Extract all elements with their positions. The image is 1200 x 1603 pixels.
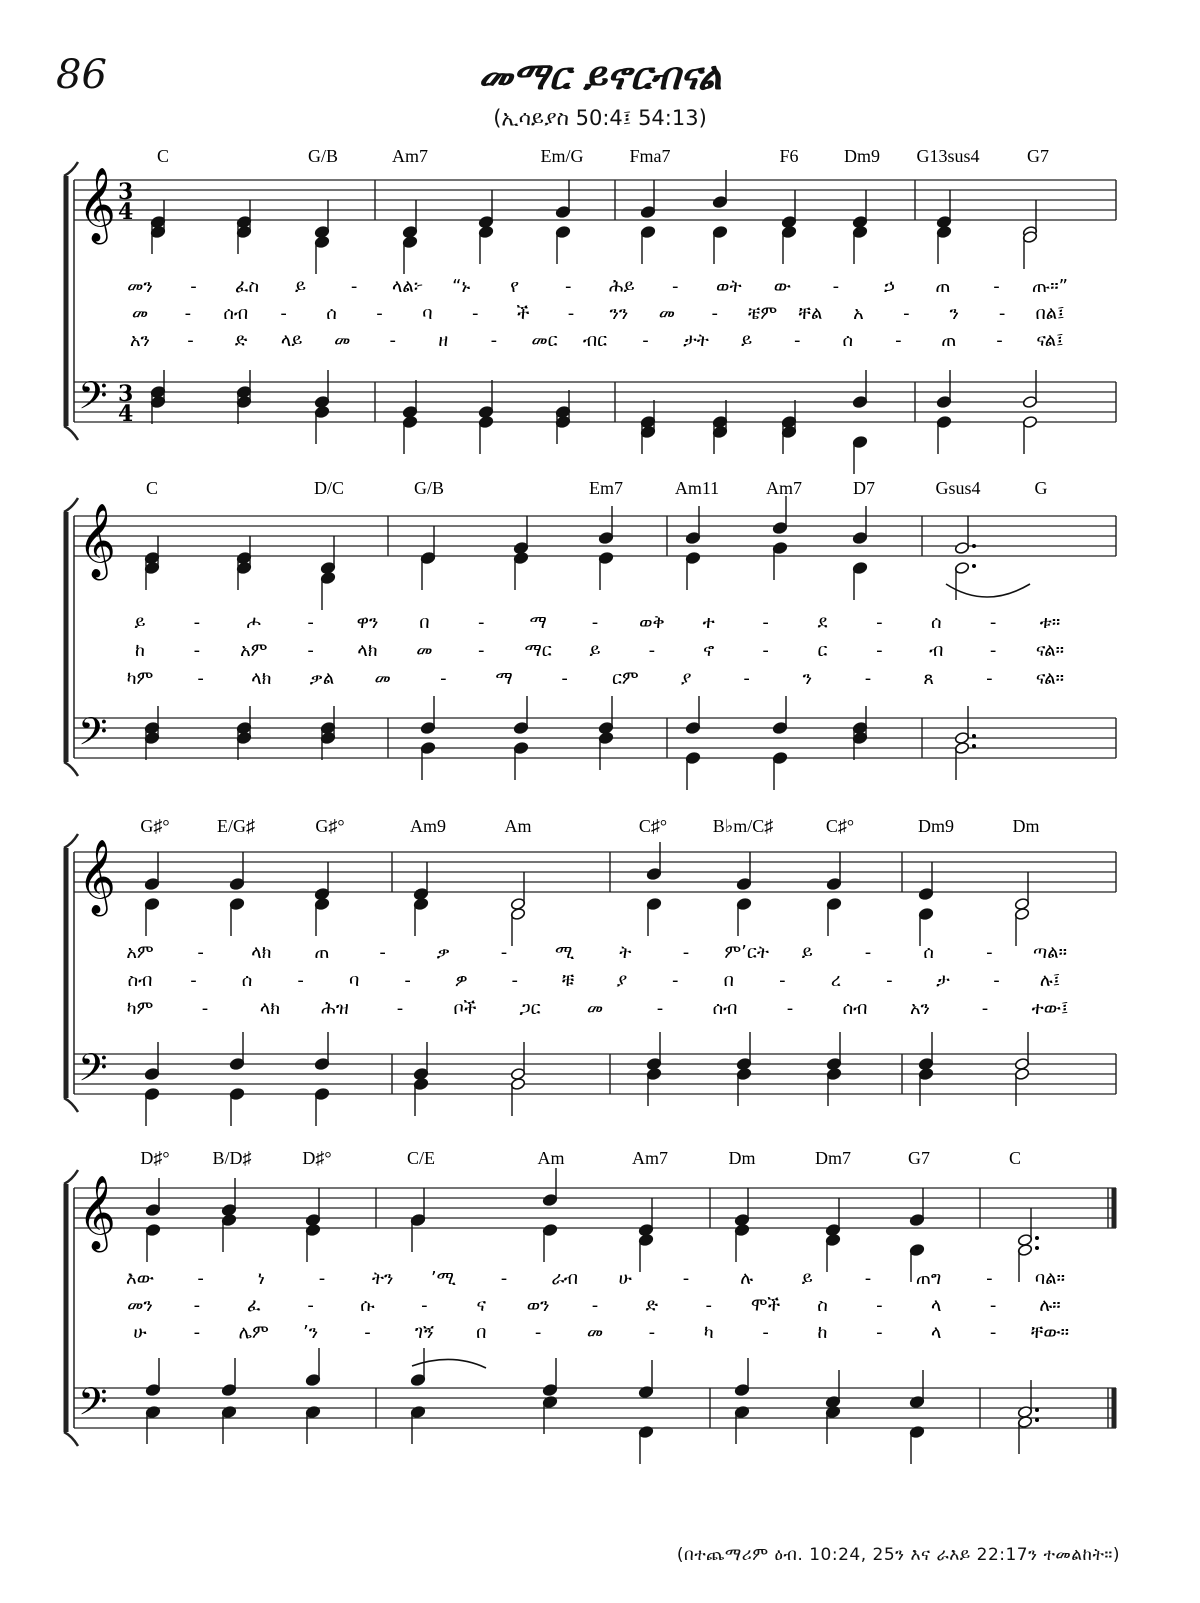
chord-symbol: G7 [908, 1148, 930, 1168]
augmentation-dot [972, 734, 976, 738]
chord-symbol: F6 [779, 146, 799, 166]
lyric-syllable: ባ [348, 970, 360, 991]
augmentation-dot [1035, 1246, 1039, 1250]
bracket-top [64, 1170, 78, 1184]
lyric-syllable: ታት [683, 330, 709, 351]
lyric-syllable: - [989, 1322, 997, 1343]
chord-symbol: Dm9 [844, 146, 880, 166]
lyric-syllable: ሁ [133, 1322, 147, 1343]
lyric-syllable: ና [476, 1295, 487, 1316]
lyric-syllable: ን [802, 668, 813, 689]
bass-clef-icon: 𝄢 [78, 1045, 108, 1099]
lyric-syllable: በ [476, 1322, 487, 1343]
bracket-bottom [64, 762, 78, 776]
lyric-syllable: ነ [257, 1268, 265, 1289]
lyric-syllable: - [779, 970, 786, 991]
lyric-syllable: ጣል። [1032, 942, 1068, 963]
augmentation-dot [1035, 1236, 1039, 1240]
lyric-syllable: - [682, 1268, 690, 1289]
lyric-syllable: ደ [817, 612, 828, 633]
lyric-syllable: - [567, 303, 575, 324]
lyric-syllable: - [986, 1268, 993, 1289]
lyric-syllable: - [864, 1268, 872, 1289]
song-title: መማር ይኖርብናል [478, 54, 722, 98]
lyric-syllable: - [197, 942, 204, 963]
lyric-syllable: ማ [529, 612, 547, 633]
augmentation-dot [972, 744, 976, 748]
chord-symbol: Am11 [674, 478, 720, 498]
lyric-syllable: ወቅ [639, 612, 665, 633]
lyric-syllable: - [478, 612, 485, 633]
lyric-syllable: - [832, 276, 840, 297]
lyric-syllable: ከ [817, 1322, 828, 1343]
time-signature-top: 3 [118, 179, 134, 205]
lyric-syllable: - [197, 668, 204, 689]
chord-symbol: G [1034, 478, 1048, 498]
chord-symbol: E/G♯ [217, 816, 255, 836]
lyric-syllable: ላክ [357, 640, 378, 661]
chord-symbol: Am7 [632, 1148, 668, 1168]
lyric-syllable: - [404, 970, 411, 991]
lyric-syllable: - [762, 1322, 769, 1343]
lyric-syllable: - [786, 998, 794, 1019]
bass-clef-icon: 𝄢 [78, 373, 108, 427]
lyric-syllable: ፈ [246, 1295, 261, 1316]
lyric-syllable: ቃል [309, 668, 335, 689]
lyric-syllable: ጋር [519, 998, 541, 1019]
time-signature-bottom: 4 [118, 401, 134, 427]
chord-symbol: Dm7 [815, 1148, 851, 1168]
lyric-syllable: ናል፤ [1036, 330, 1064, 351]
lyric-syllable: - [993, 276, 1000, 297]
chord-symbol: Am [537, 1148, 565, 1168]
lyric-syllable: መ [374, 668, 391, 689]
lyric-syllable: - [421, 1295, 428, 1316]
lyric-syllable: - [895, 330, 902, 351]
lyric-syllable: - [656, 998, 664, 1019]
lyric-syllable: - [996, 330, 1003, 351]
treble-clef-icon: 𝄞 [78, 840, 116, 914]
lyric-syllable: - [193, 640, 201, 661]
lyric-syllable: መ [586, 1322, 604, 1343]
lyric-syllable: ሰ [326, 303, 337, 324]
lyric-syllable: ካም [126, 998, 154, 1019]
time-signature-bottom: 4 [118, 199, 134, 225]
chord-symbol: Am7 [766, 478, 802, 498]
footnote: (በተጨማሪም ዕብ. 10:24, 25ን እና ራእይ 22:17ን ተመልከት።) [676, 1545, 1120, 1565]
lyric-syllable: - [280, 303, 287, 324]
lyric-syllable: ን [949, 303, 959, 324]
lyric-syllable: ጠ [941, 330, 957, 351]
bracket-bottom [64, 1098, 78, 1112]
lyric-syllable: - [561, 668, 568, 689]
lyric-syllable: ርም [611, 668, 639, 689]
lyric-syllable: - [564, 276, 572, 297]
lyric-syllable: መ [658, 303, 675, 324]
lyric-syllable: - [190, 970, 197, 991]
lyric-syllable: - [376, 303, 383, 324]
lyric-syllable: ብር [582, 330, 608, 351]
lyric-syllable: - [187, 330, 194, 351]
lyric-syllable: - [648, 1322, 656, 1343]
chord-symbol: D♯° [302, 1148, 332, 1168]
chord-symbol: C♯° [825, 816, 855, 836]
lyric-syllable: ሞች [751, 1295, 781, 1316]
lyric-syllable: ቱ። [1039, 612, 1061, 633]
bracket-bottom [64, 426, 78, 440]
lyric-syllable: ላል፦ [391, 276, 424, 297]
lyric-syllable: ታ [936, 970, 950, 991]
lyric-syllable: ቸው። [1030, 1322, 1070, 1343]
chord-symbol: Em/G [540, 146, 584, 166]
lyric-syllable: ራብ [551, 1268, 579, 1289]
augmentation-dot [972, 564, 976, 568]
chord-symbol: Em7 [589, 478, 623, 498]
lyric-syllable: - [793, 330, 801, 351]
lyric-syllable: መን [127, 276, 153, 297]
lyric-syllable: - [886, 970, 893, 991]
lyric-syllable: ንን [609, 303, 629, 324]
lyric-syllable: ሰ [923, 942, 934, 963]
chord-symbol: G/B [413, 478, 445, 498]
lyric-syllable: - [197, 1268, 204, 1289]
bass-clef-icon: 𝄢 [78, 1379, 108, 1433]
lyric-syllable: በ [723, 970, 734, 991]
chord-symbol: D7 [853, 478, 875, 498]
time-signature-top: 3 [118, 381, 134, 407]
lyric-syllable: ዋን [356, 612, 379, 633]
augmentation-dot [1035, 1408, 1039, 1412]
lyric-syllable: ብ [929, 640, 944, 661]
chord-symbol: G13sus4 [916, 146, 980, 166]
lyric-syllable: - [389, 330, 397, 351]
lyric-syllable: ሌም [238, 1322, 269, 1343]
chord-symbol: Gsus4 [935, 478, 981, 498]
lyric-syllable: ናል። [1035, 668, 1065, 689]
lyric-syllable: ሁ [618, 1268, 632, 1289]
lyric-syllable: ይ [134, 612, 146, 633]
lyric-syllable: ካም [126, 668, 154, 689]
lyric-syllable: - [490, 330, 498, 351]
lyric-syllable: ያ [680, 668, 692, 689]
lyric-syllable: - [989, 1295, 997, 1316]
tie [946, 584, 1030, 597]
lyric-syllable: - [500, 1268, 508, 1289]
lyric-syllable: - [876, 612, 883, 633]
lyric-syllable: - [864, 668, 872, 689]
lyric-syllable: - [981, 998, 989, 1019]
chord-symbol: Dm [1012, 816, 1040, 836]
lyric-syllable: ሉ። [1039, 1295, 1061, 1316]
lyric-syllable: - [591, 1295, 599, 1316]
lyric-syllable: - [743, 668, 750, 689]
lyric-syllable: መ [416, 640, 433, 661]
lyric-syllable: ይ [801, 942, 813, 963]
lyric-syllable: ቹ [562, 970, 575, 991]
bass-clef-icon: 𝄢 [78, 709, 108, 763]
lyric-syllable: ተ [702, 612, 715, 633]
lyric-syllable: በል፤ [1035, 303, 1065, 324]
lyric-syllable: ኃ [883, 276, 895, 297]
lyric-syllable: - [672, 276, 679, 297]
lyric-syllable: - [297, 970, 304, 991]
lyric-syllable: ሉ [740, 1268, 754, 1289]
slur [412, 1359, 486, 1368]
lyric-syllable: አን [130, 330, 150, 351]
lyric-syllable: ች [516, 303, 530, 324]
lyric-syllable: ይ [589, 640, 601, 661]
lyric-syllable: - [193, 1295, 201, 1316]
lyric-syllable: አም [126, 942, 154, 963]
lyric-syllable: በ [419, 612, 430, 633]
chord-symbol: D♯° [140, 1148, 170, 1168]
chord-symbol: B♭m/C♯ [712, 816, 774, 836]
lyric-syllable: ይ [741, 330, 753, 351]
lyric-syllable: ማር [524, 640, 552, 661]
lyric-syllable: - [511, 970, 518, 991]
lyric-syllable: ት [619, 942, 632, 963]
lyric-syllable: ከ [135, 640, 145, 661]
lyric-syllable: መር [531, 330, 558, 351]
lyric-syllable: - [876, 1295, 883, 1316]
lyric-syllable: መ [131, 303, 149, 324]
lyric-syllable: - [364, 1322, 371, 1343]
lyric-syllable: ሚ [555, 942, 575, 963]
lyric-syllable: ሰ [842, 330, 854, 351]
lyric-syllable: - [478, 640, 485, 661]
chord-symbol: Dm9 [918, 816, 954, 836]
lyric-syllable: ፈስ [235, 276, 260, 297]
bracket-top [64, 498, 78, 512]
lyric-syllable: ሕይ [608, 276, 635, 297]
lyric-syllable: ላክ [259, 998, 281, 1019]
chord-symbol: B/D♯ [212, 1148, 252, 1168]
lyric-syllable: - [190, 276, 197, 297]
lyric-syllable: ላክ [251, 942, 272, 963]
lyric-syllable: - [307, 1295, 314, 1316]
lyric-syllable: ይ [295, 276, 307, 297]
lyric-syllable: - [903, 303, 910, 324]
chord-symbol: C [156, 146, 170, 166]
chord-symbol: C♯° [638, 816, 668, 836]
lyric-syllable: ባ [422, 303, 433, 324]
lyric-syllable: ድ [645, 1295, 659, 1316]
lyric-syllable: - [642, 330, 649, 351]
lyric-syllable: ባል። [1034, 1268, 1066, 1289]
bracket-top [64, 834, 78, 848]
lyric-syllable: - [396, 998, 404, 1019]
lyric-syllable: - [989, 612, 997, 633]
lyric-syllable: ሰ [241, 970, 253, 991]
lyric-syllable: ጠ [935, 276, 951, 297]
treble-clef-icon: 𝄞 [78, 504, 116, 578]
lyric-syllable: ር [817, 640, 828, 661]
lyric-syllable: ቸል [798, 303, 823, 324]
lyric-syllable: - [500, 942, 508, 963]
lyric-syllable: - [379, 942, 386, 963]
lyric-syllable: - [318, 1268, 326, 1289]
lyric-syllable: - [591, 612, 599, 633]
lyric-syllable: - [705, 1295, 712, 1316]
lyric-syllable: ረ [830, 970, 841, 991]
chord-symbol: Am [504, 816, 532, 836]
lyric-syllable: ላ [931, 1322, 942, 1343]
lyric-syllable: መን [127, 1295, 153, 1316]
lyric-syllable: - [711, 303, 718, 324]
lyric-syllable: አ [853, 303, 864, 324]
chord-symbol: G♯° [140, 816, 170, 836]
lyric-syllable: - [762, 612, 769, 633]
treble-clef-icon: 𝄞 [78, 1176, 116, 1250]
lyric-syllable: ሰ [930, 612, 942, 633]
lyric-syllable: - [672, 970, 679, 991]
lyric-syllable: ቼም [748, 303, 778, 324]
lyric-syllable: ስብ [127, 970, 153, 991]
lyric-syllable: አን [910, 998, 930, 1019]
chord-symbol: G♯° [315, 816, 345, 836]
lyric-syllable: - [648, 640, 656, 661]
lyric-syllable: - [350, 276, 358, 297]
lyric-syllable: - [876, 1322, 883, 1343]
lyric-syllable: መ [586, 998, 604, 1019]
chord-symbol: G7 [1027, 146, 1049, 166]
lyric-syllable: - [201, 998, 209, 1019]
bracket-bottom [64, 1432, 78, 1446]
lyric-syllable: ’ሚ [430, 1268, 456, 1289]
lyric-syllable: መ [334, 330, 351, 351]
lyric-syllable: - [986, 668, 993, 689]
lyric-syllable: - [682, 942, 690, 963]
lyric-syllable: - [534, 1322, 542, 1343]
lyric-syllable: “ኑ [452, 276, 471, 297]
lyric-syllable: - [307, 640, 314, 661]
chord-symbol: Fma7 [629, 146, 671, 166]
lyric-syllable: ማ [495, 668, 513, 689]
scripture-reference: (ኢሳይያስ 50:4፤ 54:13) [493, 106, 707, 130]
lyric-syllable: ሰብ [712, 998, 738, 1019]
chord-symbol: D/C [313, 478, 345, 498]
lyric-syllable: ድ [234, 330, 248, 351]
lyric-syllable: ይ [801, 1268, 813, 1289]
lyric-syllable: ስ [817, 1295, 828, 1316]
lyric-syllable: - [876, 640, 883, 661]
lyric-syllable: ’ን [303, 1322, 319, 1343]
lyric-syllable: - [472, 303, 479, 324]
page-number: 86 [56, 52, 107, 98]
chord-symbol: Am7 [392, 146, 428, 166]
lyric-syllable: ዎ [454, 970, 468, 991]
lyric-syllable: ሱ [360, 1295, 375, 1316]
lyric-syllable: ሰብ [842, 998, 868, 1019]
lyric-syllable: ሉ፤ [1039, 970, 1061, 991]
lyric-syllable: - [762, 640, 769, 661]
chord-symbol: G/B [307, 146, 339, 166]
lyric-syllable: - [864, 942, 872, 963]
lyric-syllable: - [989, 640, 997, 661]
lyric-syllable: ቃ [436, 942, 450, 963]
lyric-syllable: - [993, 970, 1000, 991]
lyric-syllable: ገኝ [414, 1322, 434, 1343]
lyric-syllable: ው [773, 276, 791, 297]
lyric-syllable: ኖ [703, 640, 715, 661]
lyric-syllable: ላ [931, 1295, 942, 1316]
bracket-top [64, 162, 78, 176]
lyric-syllable: ሰብ [223, 303, 249, 324]
lyric-syllable: - [986, 942, 993, 963]
lyric-syllable: - [193, 612, 201, 633]
lyric-syllable: - [998, 303, 1006, 324]
lyric-syllable: ጸ [923, 668, 934, 689]
lyric-syllable: ላይ [280, 330, 303, 351]
lyric-syllable: እው [126, 1268, 154, 1289]
lyric-syllable: - [440, 668, 447, 689]
lyric-syllable: ያ [616, 970, 628, 991]
lyric-syllable: ካ [703, 1322, 714, 1343]
chord-symbol: C/E [406, 1148, 436, 1168]
lyric-syllable: የ [510, 276, 520, 297]
lyric-syllable: ጡ።” [1032, 276, 1068, 297]
lyric-syllable: ዘ [438, 330, 449, 351]
lyric-syllable: ም’ርት [724, 942, 769, 963]
lyric-syllable: ላክ [251, 668, 272, 689]
lyric-syllable: ተው፤ [1031, 998, 1069, 1019]
augmentation-dot [972, 544, 976, 548]
chord-symbol: C [1008, 1148, 1022, 1168]
lyric-syllable: ወት [716, 276, 742, 297]
lyric-syllable: ቦች [453, 998, 477, 1019]
lyric-syllable: - [193, 1322, 201, 1343]
lyric-syllable: ወን [526, 1295, 550, 1316]
lyric-syllable: አም [240, 640, 268, 661]
lyric-syllable: ጠ [314, 942, 330, 963]
treble-clef-icon: 𝄞 [78, 168, 116, 242]
chord-symbol: C [145, 478, 159, 498]
augmentation-dot [1035, 1418, 1039, 1422]
lyric-syllable: ጠግ [915, 1268, 942, 1289]
lyric-syllable: - [307, 612, 314, 633]
lyric-syllable: ሕዝ [321, 998, 349, 1019]
chord-symbol: Dm [728, 1148, 756, 1168]
chord-symbol: Am9 [410, 816, 446, 836]
lyric-syllable: - [184, 303, 192, 324]
lyric-syllable: ሖ [246, 612, 261, 633]
lyric-syllable: ትን [371, 1268, 394, 1289]
lyric-syllable: ናል። [1035, 640, 1065, 661]
